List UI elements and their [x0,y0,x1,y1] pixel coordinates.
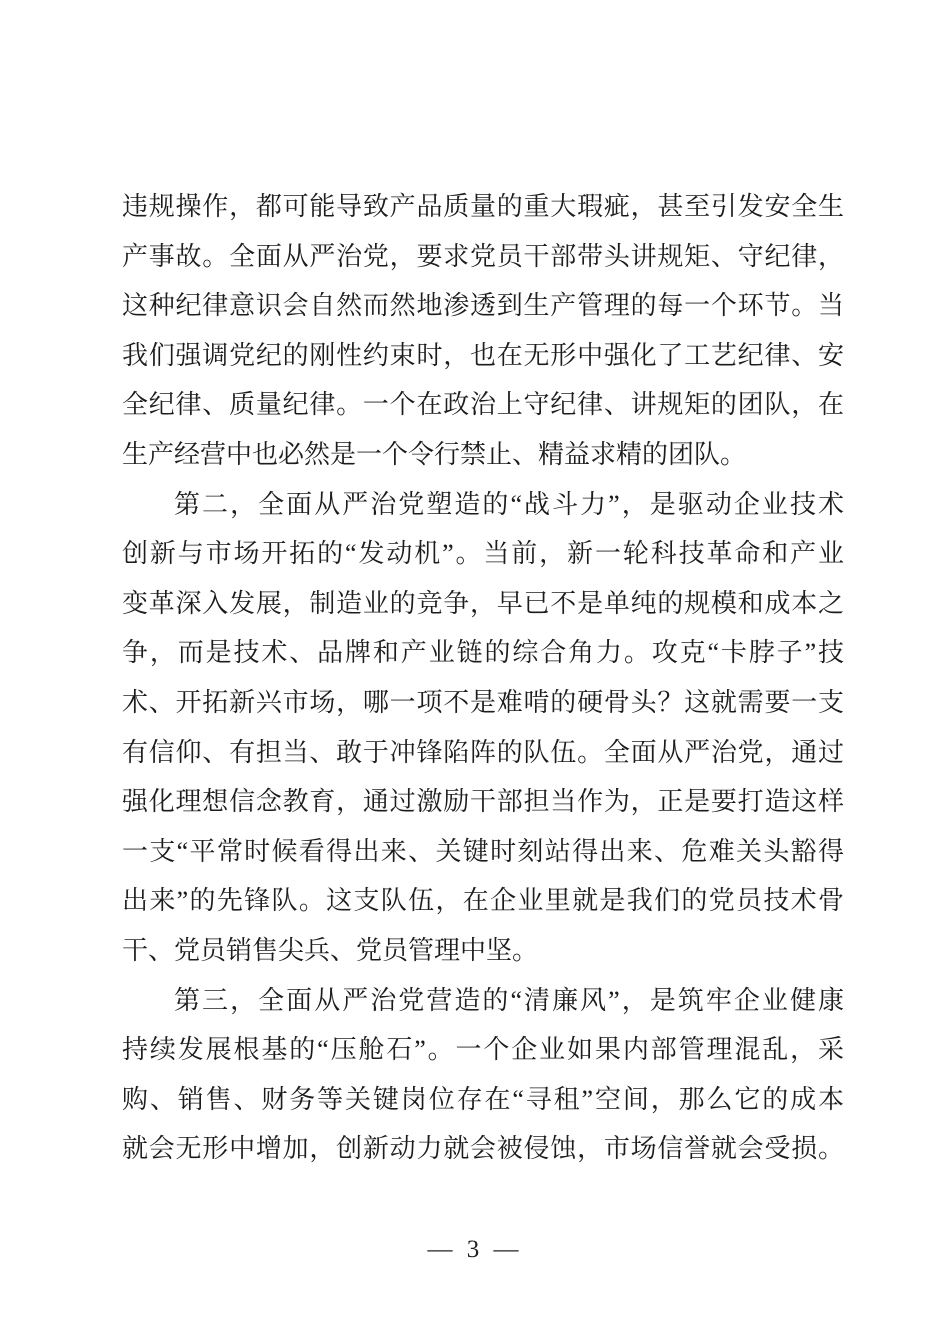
text-line: 生产经营中也必然是一个令行禁止、精益求精的团队。 [122,439,747,469]
text-line: 创新与市场开拓的“发动机”。当前，新一轮科技革命和产业 [122,539,844,569]
text-line: 争，而是技术、品牌和产业链的综合角力。攻克“卡脖子”技 [122,638,844,668]
text-line: 产事故。全面从严治党，要求党员干部带头讲规矩、守纪律， [122,241,844,271]
text-line: 变革深入发展，制造业的竞争，早已不是单纯的规模和成本之 [122,588,844,618]
text-line: 持续发展根基的“压舱石”。一个企业如果内部管理混乱，采 [122,1035,844,1065]
text-line: 我们强调党纪的刚性约束时，也在无形中强化了工艺纪律、安 [122,340,844,370]
text-line: 违规操作，都可能导致产品质量的重大瑕疵，甚至引发安全生 [122,192,844,221]
text-line: 购、销售、财务等关键岗位存在“寻租”空间，那么它的成本 [122,1084,844,1114]
text-line: 就会无形中增加，创新动力就会被侵蚀，市场信誉就会受损。 [122,1134,844,1164]
text-line: 第三，全面从严治党营造的“清廉风”，是筑牢企业健康 [174,985,844,1015]
text-line: 强化理想信念教育，通过激励干部担当作为，正是要打造这样 [122,787,844,817]
text-line: 干、党员销售尖兵、党员管理中坚。 [122,935,539,965]
text-line: 一支“平常时候看得出来、关键时刻站得出来、危难关头豁得 [122,836,844,866]
document-body [122,182,844,1174]
text-line: 第二，全面从严治党塑造的“战斗力”，是驱动企业技术 [174,489,844,519]
text-line: 出来”的先锋队。这支队伍，在企业里就是我们的党员技术骨 [122,886,844,916]
text-line: 全纪律、质量纪律。一个在政治上守纪律、讲规矩的团队，在 [122,390,844,420]
text-line: 这种纪律意识会自然而然地渗透到生产管理的每一个环节。当 [122,291,844,321]
page-number: — 3 — [427,1236,523,1263]
text-line: 术、开拓新兴市场，哪一项不是难啃的硬骨头？这就需要一支 [122,687,844,717]
text-line: 有信仰、有担当、敢于冲锋陷阵的队伍。全面从严治党，通过 [122,737,844,767]
